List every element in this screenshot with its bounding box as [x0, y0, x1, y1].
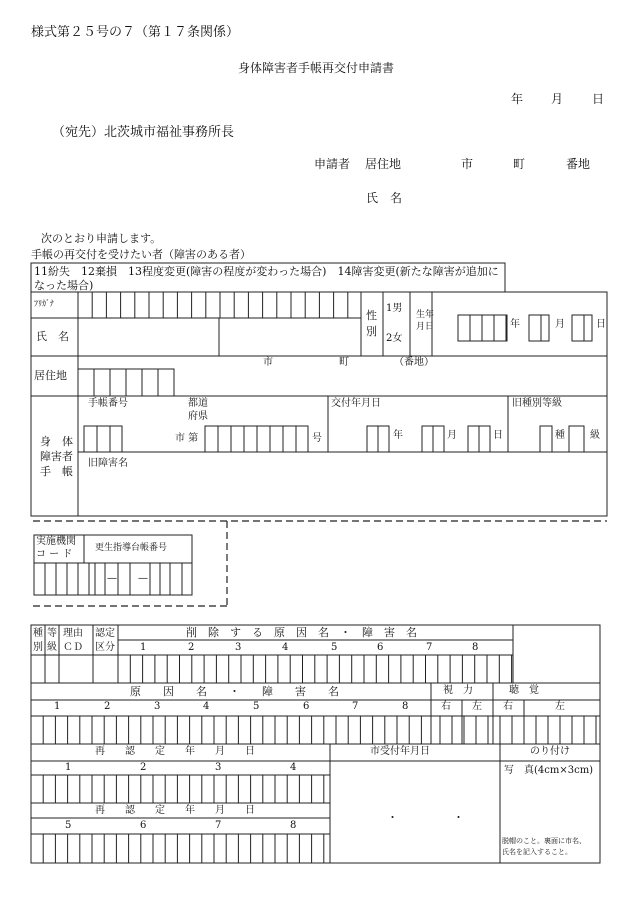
col-betsu: 別	[33, 642, 43, 653]
delete-col-num-1: 1	[140, 642, 147, 653]
ledger-dash-1: —	[107, 573, 117, 584]
handbook-label-2: 障害者	[40, 450, 73, 463]
delete-col-num-6: 6	[377, 642, 384, 653]
recert-a-num-2: 2	[140, 762, 147, 773]
recert-b-num-3: 7	[215, 820, 222, 831]
reasons-line1: 11紛失 12棄損 13程度変更(障害の程度が変わった場合) 14障害変更(新たな障害が追加に	[34, 265, 499, 278]
birth-label-2: 月日	[416, 322, 435, 332]
cause-col-num-5: 5	[253, 701, 260, 712]
delete-header: 削 除 す る 原 因 名 ・ 障 害 名	[186, 626, 417, 639]
hearing-left: 左	[555, 701, 565, 712]
cause-header: 原 因 名 ・ 障 害 名	[130, 685, 339, 698]
vision-header: 視 力	[443, 685, 473, 696]
col-shu: 種	[33, 628, 43, 639]
applicant-residence-label: 居住地	[365, 157, 402, 171]
furigana-label: ﾌﾘｶﾞﾅ	[34, 299, 54, 308]
go-label: 号	[312, 433, 322, 444]
handbook-label-3: 手 帳	[40, 465, 73, 478]
glue-label: のり付け	[530, 746, 570, 757]
recert-header-1: 再 認 定 年 月 日	[95, 746, 255, 757]
recert-a-num-4: 4	[290, 762, 297, 773]
addressee: （宛先）北茨城市福祉事務所長	[52, 125, 235, 140]
date-month-label: 月	[551, 92, 564, 106]
hearing-header: 聴 覚	[509, 685, 539, 696]
issue-month-label: 月	[447, 430, 457, 441]
male-option[interactable]: 1男	[386, 303, 403, 314]
vision-right: 右	[441, 701, 451, 712]
recert-b-num-4: 8	[290, 820, 297, 831]
photo-note-1: 脱帽のこと。裏面に市名、	[502, 837, 586, 845]
name-label: 氏 名	[36, 330, 69, 343]
date-year-label: 年	[511, 92, 524, 106]
applicant-city: 市	[461, 157, 474, 171]
city-dai-label: 市 第	[175, 433, 199, 444]
residence-banchi: （番地）	[394, 357, 434, 368]
todofuken-label-1: 都道	[188, 398, 208, 409]
handbook-number-label: 手帳番号	[88, 398, 128, 409]
delete-col-num-4: 4	[282, 642, 289, 653]
birth-month-label: 月	[555, 319, 565, 330]
old-disability-label: 旧障害名	[88, 458, 128, 469]
applicant-name-label: 氏 名	[366, 191, 403, 205]
residence-town: 町	[339, 357, 349, 368]
todofuken-label-2: 府県	[188, 411, 208, 422]
applicant-town: 町	[513, 157, 526, 171]
delete-col-num-3: 3	[235, 642, 242, 653]
ledger-label: 更生指導台帳番号	[95, 543, 168, 553]
city-received-label: 市受付年月日	[370, 746, 430, 757]
vision-left: 左	[472, 701, 482, 712]
old-class-label: 旧種別等級	[512, 398, 562, 409]
ledger-dash-2: —	[138, 573, 148, 584]
birth-year-label: 年	[510, 319, 520, 330]
birth-day-label: 日	[596, 319, 606, 330]
intro-line1: 次のとおり申請します。	[41, 232, 162, 245]
col-nintei-1: 認定	[95, 628, 115, 639]
col-reason-2: ＣＤ	[63, 642, 83, 653]
date-day-label: 日	[592, 92, 605, 106]
delete-col-num-5: 5	[331, 642, 338, 653]
recert-b-num-1: 5	[65, 820, 72, 831]
page-title: 身体障害者手帳再交付申請書	[238, 61, 395, 75]
kyu-label: 級	[590, 430, 600, 441]
sex-label-2: 別	[366, 325, 377, 338]
applicant-banchi: 番地	[566, 157, 591, 171]
cause-col-num-3: 3	[154, 701, 161, 712]
photo-note-2: 氏名を記入すること。	[502, 848, 572, 856]
delete-col-num-8: 8	[472, 642, 479, 653]
shu-label: 種	[555, 430, 565, 441]
photo-label: 写 真(4cm×3cm)	[504, 765, 594, 776]
org-code-label-2: コ ー ド	[36, 549, 73, 560]
cause-col-num-1: 1	[54, 701, 61, 712]
applicant-label: 申請者	[314, 157, 351, 171]
delete-col-num-2: 2	[188, 642, 195, 653]
issue-year-label: 年	[393, 430, 403, 441]
birth-label-1: 生年	[416, 310, 435, 320]
col-reason-1: 理由	[63, 628, 83, 639]
sex-label-1: 性	[366, 309, 377, 322]
handbook-label-1: 身 体	[40, 435, 73, 448]
cause-col-num-2: 2	[104, 701, 111, 712]
col-to: 等	[47, 628, 57, 639]
reasons-line2: なった場合)	[34, 279, 94, 292]
recert-header-2: 再 認 定 年 月 日	[95, 805, 255, 816]
col-kyu: 級	[47, 642, 57, 653]
intro-line2: 手帳の再交付を受けたい者（障害のある者）	[31, 248, 251, 261]
residence-label: 居住地	[34, 369, 67, 382]
org-code-label-1: 実施機関	[36, 536, 76, 547]
cause-col-num-4: 4	[203, 701, 210, 712]
recert-b-num-2: 6	[140, 820, 147, 831]
col-nintei-2: 区分	[95, 642, 115, 653]
form-number: 様式第２５号の７（第１７条関係）	[31, 25, 240, 40]
female-option[interactable]: 2女	[386, 333, 403, 344]
cause-col-num-8: 8	[402, 701, 409, 712]
delete-col-num-7: 7	[426, 642, 433, 653]
cause-col-num-6: 6	[303, 701, 310, 712]
recert-a-num-1: 1	[65, 762, 72, 773]
cause-col-num-7: 7	[352, 701, 359, 712]
residence-city: 市	[263, 357, 273, 368]
hearing-right: 右	[503, 701, 513, 712]
city-received-dots: ・ ・	[387, 811, 464, 824]
recert-a-num-3: 3	[215, 762, 222, 773]
issue-date-label: 交付年月日	[331, 398, 381, 409]
issue-day-label: 日	[493, 430, 503, 441]
